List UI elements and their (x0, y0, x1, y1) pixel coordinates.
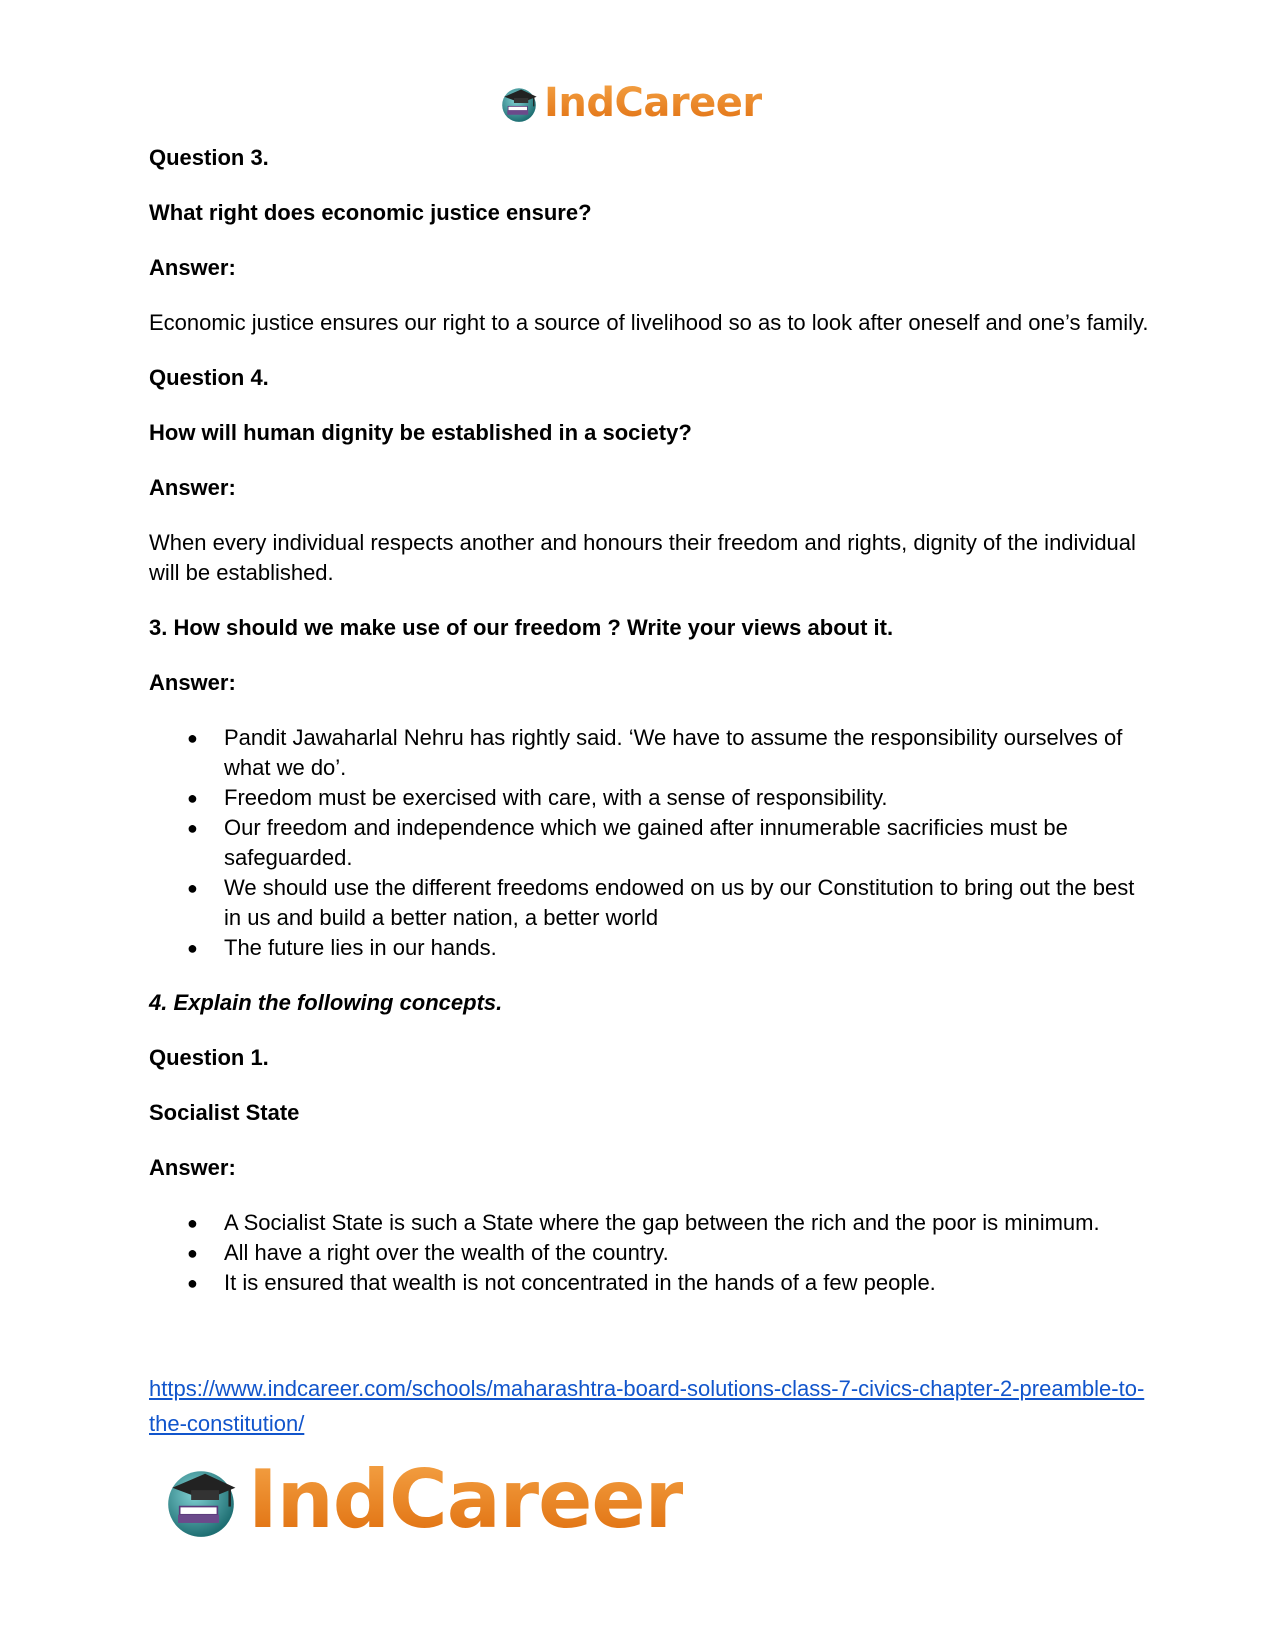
source-link[interactable]: https://www.indcareer.com/schools/maharashtra-board-solutions-class-7-civics-chapter-2-preamble-to-the-constitution/ (149, 1376, 1145, 1436)
bullet-icon: ● (187, 1213, 198, 1233)
answer-text: Economic justice ensures our right to a source of livelihood so as to look after oneself and one’s family. (149, 310, 1149, 335)
answer-label: Answer: (149, 475, 236, 500)
answer-label: Answer: (149, 670, 236, 695)
question-label: Question 3. (149, 145, 269, 170)
list-item-text: It is ensured that wealth is not concentrated in the hands of a few people. (224, 1270, 936, 1295)
question-text: Socialist State (149, 1100, 300, 1125)
bullet-icon: ● (187, 938, 198, 958)
list-item-text: Freedom must be exercised with care, with a sense of responsibility. (224, 785, 888, 810)
list-item (149, 813, 1149, 873)
bullet-icon: ● (187, 818, 198, 838)
list-item-text: The future lies in our hands. (224, 935, 497, 960)
footer-logo (160, 1455, 683, 1545)
bullet-icon: ● (187, 878, 198, 898)
section-heading: 3. How should we make use of our freedom ? Write your views about it. (149, 615, 894, 640)
list-item-text: We should use the different freedoms endowed on us by our Constitution to bring out the best in us and build a better nation, a better world (224, 875, 1135, 930)
document-body (149, 143, 1149, 1323)
list-item (149, 723, 1149, 783)
list-item-text: Our freedom and independence which we gained after innumerable sacrificies must be safeguarded. (224, 815, 1068, 870)
bullet-icon: ● (187, 728, 198, 748)
list-item (149, 873, 1149, 933)
list-item (149, 783, 1149, 813)
question-text: How will human dignity be established in a society? (149, 420, 692, 445)
answer-label: Answer: (149, 255, 236, 280)
answer-text: When every individual respects another and honours their freedom and rights, dignity of the individual will be established. (149, 530, 1136, 585)
list-item (149, 1268, 1149, 1298)
list-item-text: A Socialist State is such a State where the gap between the rich and the poor is minimum. (224, 1210, 1100, 1235)
bullet-icon: ● (187, 1243, 198, 1263)
graduation-cap-globe-icon (160, 1459, 242, 1541)
bullet-list (149, 1208, 1149, 1298)
logo-text: IndCareer (248, 1453, 684, 1546)
list-item (149, 1238, 1149, 1268)
list-item (149, 933, 1149, 963)
header-logo (498, 78, 762, 128)
question-label: Question 1. (149, 1045, 269, 1070)
question-text: What right does economic justice ensure? (149, 200, 592, 225)
list-item (149, 1208, 1149, 1238)
bullet-list (149, 723, 1149, 963)
logo-text: IndCareer (544, 80, 762, 126)
section-heading: 4. Explain the following concepts. (149, 990, 503, 1015)
question-label: Question 4. (149, 365, 269, 390)
list-item-text: Pandit Jawaharlal Nehru has rightly said. ‘We have to assume the responsibility ourselves of what we do’. (224, 725, 1123, 780)
graduation-cap-globe-icon (498, 82, 540, 124)
list-item-text: All have a right over the wealth of the country. (224, 1240, 669, 1265)
answer-label: Answer: (149, 1155, 236, 1180)
bullet-icon: ● (187, 1273, 198, 1293)
bullet-icon: ● (187, 788, 198, 808)
